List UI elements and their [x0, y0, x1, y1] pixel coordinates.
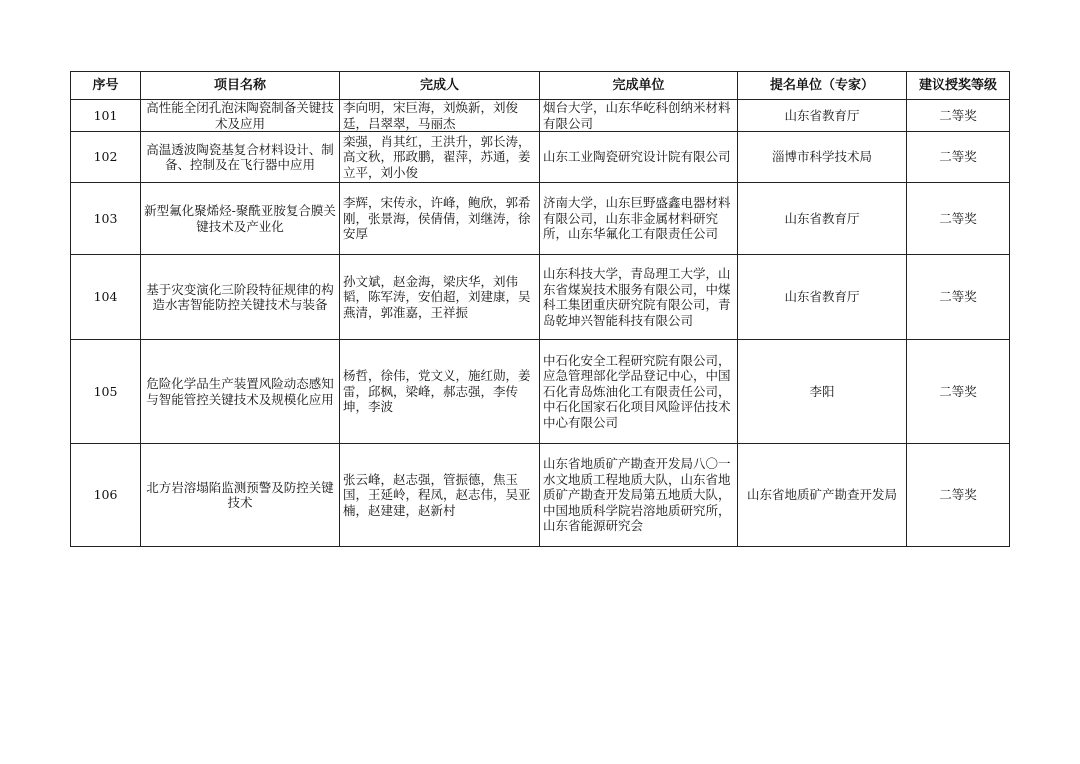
cell-award-level: 二等奖: [907, 132, 1010, 183]
cell-completers: 李辉，宋传永，许峰，鲍欣，郭希刚，张景海，侯倩倩，刘继涛，徐安厚: [340, 183, 540, 255]
cell-nominator: 山东省地质矿产勘查开发局: [738, 444, 907, 547]
cell-completing-units: 烟台大学，山东华屹科创纳米材料有限公司: [540, 100, 738, 132]
cell-completers: 孙文斌，赵金海，梁庆华，刘伟韬，陈军涛，安伯超，刘建康，吴燕清，郭淮嘉，王祥振: [340, 255, 540, 340]
cell-nominator: 淄博市科学技术局: [738, 132, 907, 183]
table-row: [71, 132, 1010, 183]
cell-award-level: 二等奖: [907, 255, 1010, 340]
header-nominator: 提名单位（专家）: [738, 72, 907, 100]
cell-no: 101: [71, 100, 141, 132]
header-project-name: 项目名称: [141, 72, 340, 100]
cell-no: 102: [71, 132, 141, 183]
cell-project-name: 基于灾变演化三阶段特征规律的构造水害智能防控关键技术与装备: [141, 255, 340, 340]
cell-nominator: 山东省教育厅: [738, 183, 907, 255]
cell-nominator: 山东省教育厅: [738, 100, 907, 132]
table-row: [71, 100, 1010, 132]
cell-no: 105: [71, 340, 141, 444]
cell-completers: 栾强，肖其红，王洪升，郭长涛，高文秋，邢政鹏，翟萍，苏通，姜立平，刘小俊: [340, 132, 540, 183]
cell-nominator: 山东省教育厅: [738, 255, 907, 340]
table-header-row: [71, 72, 1010, 100]
cell-completing-units: 济南大学，山东巨野盛鑫电器材料有限公司，山东非金属材料研究所，山东华氟化工有限责任公司: [540, 183, 738, 255]
cell-project-name: 北方岩溶塌陷监测预警及防控关键技术: [141, 444, 340, 547]
table-row: [71, 255, 1010, 340]
cell-nominator: 李阳: [738, 340, 907, 444]
cell-project-name: 新型氟化聚烯烃-聚酰亚胺复合膜关键技术及产业化: [141, 183, 340, 255]
header-no: 序号: [71, 72, 141, 100]
table-row: [71, 340, 1010, 444]
header-completing-units: 完成单位: [540, 72, 738, 100]
cell-award-level: 二等奖: [907, 100, 1010, 132]
header-award-level: 建议授奖等级: [907, 72, 1010, 100]
cell-award-level: 二等奖: [907, 340, 1010, 444]
cell-completing-units: 山东工业陶瓷研究设计院有限公司: [540, 132, 738, 183]
cell-completing-units: 中石化安全工程研究院有限公司，应急管理部化学品登记中心，中国石化青岛炼油化工有限责任公司，中石化国家石化项目风险评估技术中心有限公司: [540, 340, 738, 444]
awards-table: [70, 71, 1010, 547]
cell-project-name: 高性能全闭孔泡沫陶瓷制备关键技术及应用: [141, 100, 340, 132]
cell-award-level: 二等奖: [907, 444, 1010, 547]
cell-completers: 杨哲，徐伟，党文义，施红勋，姜雷，邱枫，梁峰，郝志强，李传坤，李波: [340, 340, 540, 444]
cell-project-name: 危险化学品生产装置风险动态感知与智能管控关键技术及规模化应用: [141, 340, 340, 444]
cell-completers: 李向明，宋巨海，刘焕新，刘俊廷，吕翠翠，马丽杰: [340, 100, 540, 132]
table-row: [71, 444, 1010, 547]
header-completers: 完成人: [340, 72, 540, 100]
cell-award-level: 二等奖: [907, 183, 1010, 255]
cell-no: 106: [71, 444, 141, 547]
cell-no: 103: [71, 183, 141, 255]
cell-no: 104: [71, 255, 141, 340]
cell-completers: 张云峰，赵志强，管振德，焦玉国，王延岭，程凤，赵志伟，吴亚楠，赵建建，赵新村: [340, 444, 540, 547]
cell-completing-units: 山东省地质矿产勘查开发局八〇一水文地质工程地质大队，山东省地质矿产勘查开发局第五地质大队，中国地质科学院岩溶地质研究所，山东省能源研究会: [540, 444, 738, 547]
cell-completing-units: 山东科技大学，青岛理工大学，山东省煤炭技术服务有限公司，中煤科工集团重庆研究院有限公司，青岛乾坤兴智能科技有限公司: [540, 255, 738, 340]
cell-project-name: 高温透波陶瓷基复合材料设计、制备、控制及在飞行器中应用: [141, 132, 340, 183]
table-row: [71, 183, 1010, 255]
